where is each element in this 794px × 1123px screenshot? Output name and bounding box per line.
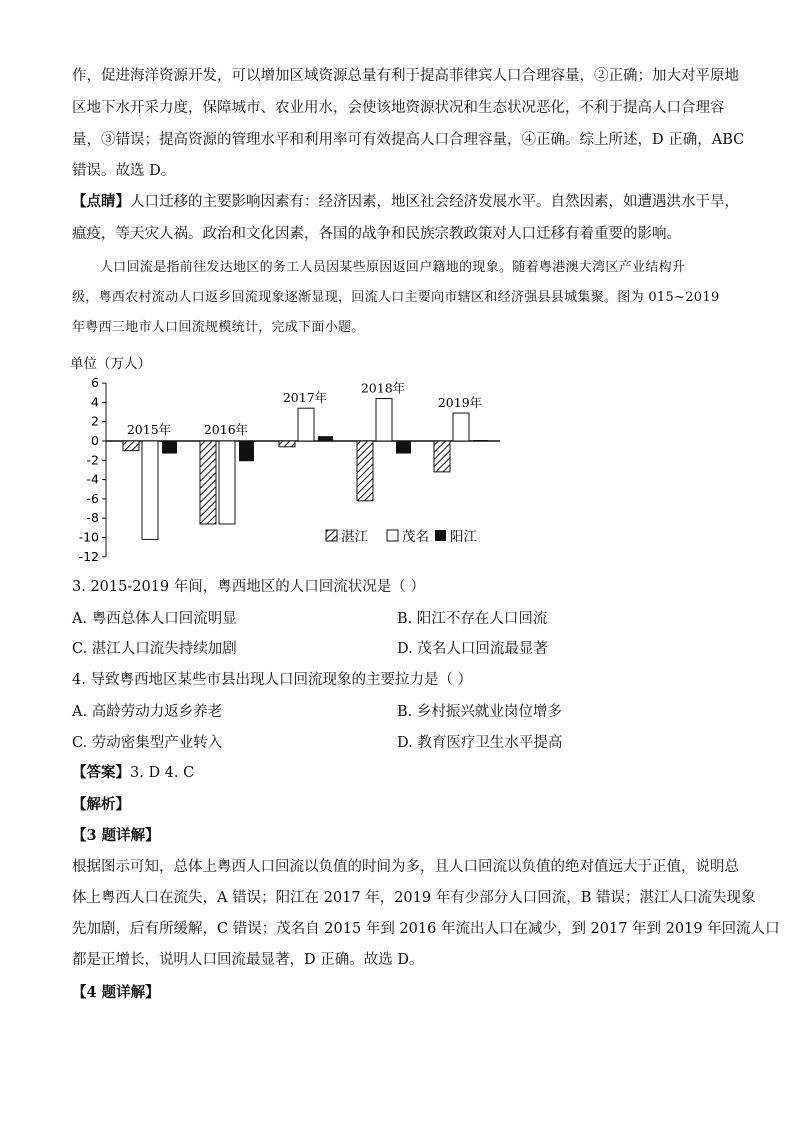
- bar-white: [376, 399, 392, 441]
- y-tick-label: -6: [86, 490, 99, 506]
- material-line: 人口回流是指前往发达地区的务工人员因某些原因返回户籍地的现象。随着粤港澳大湾区产业结构升: [100, 260, 686, 275]
- bar-black: [239, 441, 254, 461]
- category-label: 2019年: [437, 395, 483, 411]
- legend: [326, 528, 477, 545]
- bar-hatch: [279, 441, 295, 447]
- bar-white: [453, 413, 469, 441]
- legend-label: 阳江: [450, 529, 477, 545]
- category-label: 2015年: [126, 422, 172, 437]
- detail3-line: 都是正增长，说明人口回流最显著，D 正确。故选 D。: [72, 952, 424, 968]
- text-line: 瘟疫，等天灾人祸。政治和文化因素，各国的战争和民族宗教政策对人口迁移有着重要的影响。: [72, 226, 681, 242]
- y-tick-label: -4: [86, 471, 99, 487]
- material-line: 级，粤西农村流动人口返乡回流现象逐渐显现，回流人口主要向市辖区和经济强县县城集聚。图为 015~2019: [72, 290, 720, 305]
- q3-option-b: B. 阳江不存在人口回流: [397, 611, 548, 627]
- category-label: 2016年: [203, 422, 249, 437]
- bar-black: [318, 436, 333, 441]
- y-tick-label: -8: [86, 510, 99, 526]
- detail3-tag: 【3 题详解】: [72, 827, 160, 844]
- category-label: 2017年: [282, 390, 328, 406]
- q4-stem: 4. 导致粤西地区某些市县出现人口回流现象的主要拉力是（ ）: [72, 672, 473, 688]
- material-line: 年粤西三地市人口回流规模统计，完成下面小题。: [72, 320, 365, 335]
- bar-black: [162, 441, 177, 454]
- population-return-chart: [60, 352, 510, 564]
- bar-hatch: [123, 441, 139, 451]
- answer-tag: 【答案】: [72, 764, 130, 781]
- dianjing-line-1: [72, 192, 739, 212]
- legend-swatch: [435, 530, 446, 541]
- bar-white: [142, 441, 158, 539]
- y-tick-label: 0: [91, 433, 99, 448]
- answer-text: 3. D 4. C: [130, 765, 195, 781]
- detail3-line: 先加剧，后有所缓解，C 错误；茂名自 2015 年到 2016 年流出人口在减少，到 2017 年到 2019 年回流人口: [72, 921, 780, 937]
- bar-white: [298, 408, 314, 441]
- y-tick-label: -2: [86, 452, 99, 468]
- dianjing-tag: 【点睛】: [72, 193, 130, 210]
- q3-stem: 3. 2015-2019 年间，粤西地区的人口回流状况是（ ）: [72, 579, 425, 595]
- q4-option-c: C. 劳动密集型产业转入: [72, 735, 223, 751]
- q3-option-d: D. 茂名人口回流最显著: [397, 641, 548, 657]
- q3-option-a: A. 粤西总体人口回流明显: [72, 611, 237, 627]
- detail3-line: 根据图示可知，总体上粤西人口回流以负值的时间为多，且人口回流以负值的绝对值远大于正值，说明总: [72, 859, 739, 875]
- answer-line: [72, 763, 194, 783]
- dianjing-text: 人口迁移的主要影响因素有：经济因素，地区社会经济发展水平。自然因素，如遭遇洪水干旱，: [130, 194, 739, 210]
- legend-swatch: [387, 530, 398, 541]
- text-line: 错误。故选 D。: [72, 163, 176, 179]
- detail4-tag: 【4 题详解】: [72, 984, 160, 1001]
- q4-option-a: A. 高龄劳动力返乡养老: [72, 704, 223, 720]
- legend-label: 湛江: [341, 529, 368, 545]
- y-tick-label: -12: [78, 548, 99, 564]
- bar-black: [473, 440, 488, 441]
- analysis-tag: 【解析】: [72, 796, 130, 813]
- text-line: 区地下水开采力度，保障城市、农业用水，会使该地资源状况和生态状况恶化，不利于提高人口合理容: [72, 100, 725, 116]
- bars: [123, 399, 488, 540]
- category-label: 2018年: [360, 380, 406, 396]
- text-line: 量，③错误；提高资源的管理水平和利用率可有效提高人口合理容量，④正确。综上所述，D 正确，ABC: [72, 132, 745, 148]
- legend-swatch: [326, 530, 337, 541]
- y-tick-label: -10: [78, 529, 99, 545]
- q4-option-b: B. 乡村振兴就业岗位增多: [397, 704, 562, 720]
- legend-label: 茂名: [402, 529, 429, 545]
- y-axis-label: 单位（万人）: [70, 356, 151, 372]
- y-tick-label: 2: [91, 413, 99, 429]
- y-tick-label: 6: [91, 375, 99, 391]
- bar-hatch: [357, 441, 373, 501]
- bar-hatch: [434, 441, 450, 472]
- y-tick-label: 4: [91, 394, 99, 410]
- detail3-line: 体上粤西人口在流失，A 错误；阳江在 2017 年，2019 年有少部分人口回流，B 错误；湛江人口流失现象: [72, 890, 756, 906]
- bar-white: [219, 441, 235, 524]
- text-line: 作，促进海洋资源开发，可以增加区域资源总量有利于提高菲律宾人口合理容量，②正确；加大对平原地: [72, 68, 739, 84]
- bar-hatch: [200, 441, 216, 524]
- q4-option-d: D. 教育医疗卫生水平提高: [397, 735, 563, 751]
- bar-black: [396, 441, 411, 454]
- q3-option-c: C. 湛江人口流失持续加剧: [72, 641, 237, 657]
